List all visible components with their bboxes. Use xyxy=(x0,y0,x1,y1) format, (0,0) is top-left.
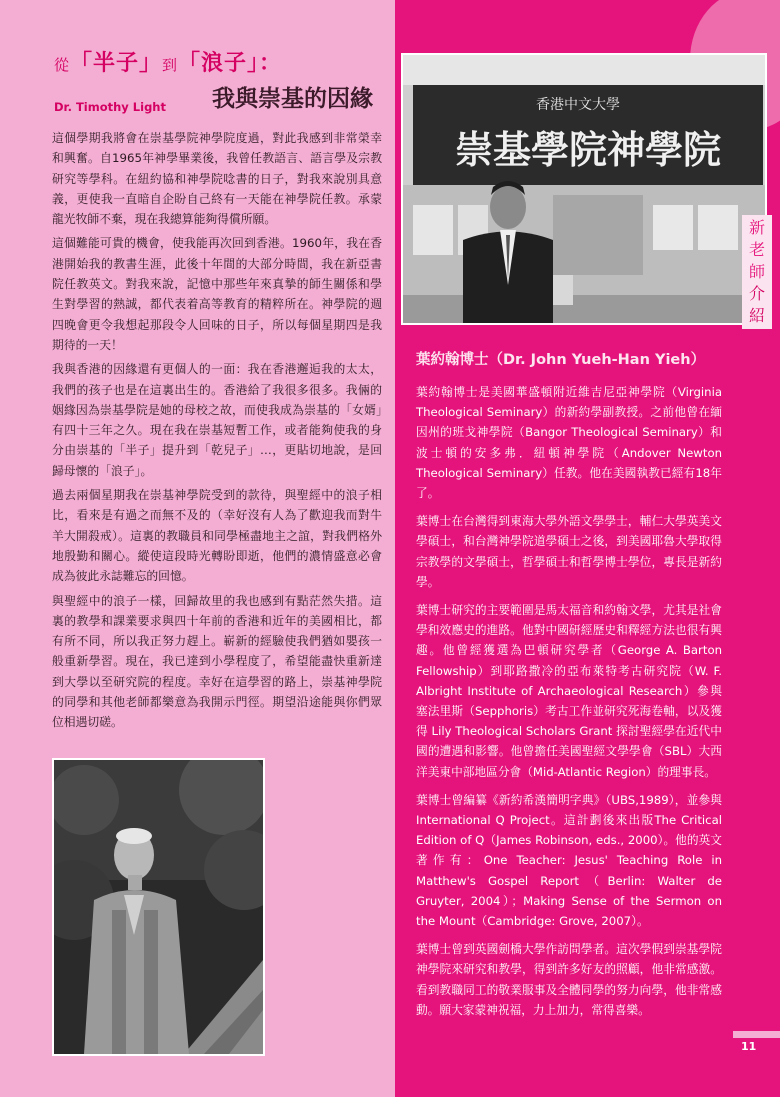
title-part1-small: 從 xyxy=(54,56,71,74)
article-title xyxy=(54,46,282,77)
title-part2-main: 「浪子」： xyxy=(178,51,283,76)
paragraph: 這個難能可貴的機會，使我能再次回到香港。1960年，我在香港開始我的教書生涯，此後十年間的大部分時間，我在新亞書院任教英文。對我來說，記憶中那些年來真摯的師生關係和學生對學習的熱誠，都代表着高等教育的精粹所在。神學院的週四晚會更令我想起那段令人回味的日子，所以每個星期四是我期待的一天！ xyxy=(52,236,382,352)
title-part2-small: 到 xyxy=(162,56,179,74)
photo-timothy-light-image xyxy=(54,760,263,1054)
side-tag-char: 紹 xyxy=(748,306,765,325)
sign-school-big: 崇基學院神學院 xyxy=(454,127,722,172)
paragraph: 過去兩個星期我在崇基神學院受到的款待，與聖經中的浪子相比，看來是有過之而無不及的（幸好沒有人為了歡迎我而對牛羊大開殺戒）。這裏的教職員和同學極盡地主之誼，對我們格外地殷勤和關心。縱使這段時光轉盼即逝，他們的濃情盛意必會成為彼此永誌難忘的回憶。 xyxy=(52,488,382,584)
section-tag-new-faculty xyxy=(742,215,772,329)
photo-john-yieh-image xyxy=(403,55,765,323)
paragraph: 與聖經中的浪子一樣，回歸故里的我也感到有點茫然失措。這裏的教學和課業要求與四十年前的香港和近年的美國相比，都有所不同，所以我正努力趕上。嶄新的經驗使我們猶如嬰孩一般重新學習。現在，我已達到小學程度了，希望能盡快重新達到大學以至研究院的程度。幸好在這學習的路上，崇基神學院的同學和其他老師都樂意為我開示門徑。期望沿途能與你們眾位相遇切磋。 xyxy=(52,593,382,730)
photo-john-yieh xyxy=(401,53,767,325)
right-article-body xyxy=(416,382,722,1028)
paragraph: 我與香港的因緣還有更個人的一面：我在香港邂逅我的太太，我們的孩子也是在這裏出生的。香港給了我很多很多。我倆的姻緣因為崇基學院是她的母校之故，而使我成為崇基的「女婿」有四十三年之久。現在我在崇基短暫工作，或者能夠使我的身分由崇基的「半子」提升到「乾兒子」…，更貼切地說，是回歸母懷的「浪子」。 xyxy=(52,362,382,478)
page-number-bar xyxy=(733,1031,780,1038)
paragraph: 葉博士研究的主要範圍是馬太福音和約翰文學，尤其是社會學和效應史的進路。他對中國研經歷史和釋經方法也很有興趣。他曾經獲選為巴頓研究學者（George A. Barton Fellowship）到耶路撒冷的亞布萊特考古研究院（W. F. Albright Institute of Archaeological Research）參與塞法里斯（Sepphoris）考古工作並研究死海卷軸，以及獲得 Lily Theological Scholars Grant 探討聖經學在近代中國的遭遇和影響。他曾擔任美國聖經文學學會（SBL）大西洋美東中部地區分會（Mid-Atlantic Region）的理事長。 xyxy=(416,603,722,779)
page-number: 11 xyxy=(741,1040,757,1053)
paragraph: 葉博士曾到英國劍橋大學作訪問學者。這次學假到崇基學院神學院來研究和教學，得到許多好友的照顧，他非常感激。看到教職同工的敬業服事及全體同學的努力向學，他非常感動。願大家蒙神祝福，力上加力，常得喜樂。 xyxy=(416,942,722,1017)
paragraph: 這個學期我將會在崇基學院神學院度過，對此我感到非常榮幸和興奮。自1965年神學畢業後，我曾任教語言、語言學及宗教研究等學科。在紐約協和神學院唸書的日子，對我來說別具意義，更使我一直暗自企盼自己終有一天能在神學院任教。承蒙龍光牧師不棄，現在我總算能夠得償所願。 xyxy=(52,131,382,227)
title-part1-main: 「半子」 xyxy=(70,51,163,76)
paragraph: 葉約翰博士是美國華盛頓附近維吉尼亞神學院（Virginia Theological Seminary）的新約學副教授。之前他曾在緬因州的班戈神學院（Bangor Theological Seminary）和波士頓的安多弗．紐頓神學院（Andover Newton Theological Seminary）任教。他在美國執教已經有18年了。 xyxy=(416,385,722,501)
side-tag-char: 新 xyxy=(748,218,765,237)
author-name: Dr. Timothy Light xyxy=(54,100,166,114)
side-tag-char: 介 xyxy=(748,284,765,303)
paragraph: 葉博士在台灣得到東海大學外語文學學士，輔仁大學英美文學碩士，和台灣神學院道學碩士之後，到美國耶魯大學取得宗教學的文學碩士，哲學碩士和哲學博士學位，專長是新約學。 xyxy=(416,514,722,589)
profile-name: 葉約翰博士（Dr. John Yueh-Han Yieh） xyxy=(416,352,706,368)
left-article-body xyxy=(52,128,382,737)
side-tag-char: 老 xyxy=(748,240,765,259)
photo-timothy-light xyxy=(52,758,265,1056)
paragraph: 葉博士曾編纂《新約希漢簡明字典》（UBS,1989），並參與International Q Project。這計劃後來出版The Critical Edition of Q（James Robinson, eds., 2000）。他的英文著作有：One Teacher: Jesus' Teaching Role in Matthew's Gospel Report（Berlin: Walter de Gruyter, 2004）；Making Sense of the Sermon on the Mount（Cambridge: Grove, 2007）。 xyxy=(416,792,722,929)
sign-school-small: 香港中文大學 xyxy=(536,97,620,113)
article-subtitle: 我與崇基的因緣 xyxy=(212,86,373,112)
side-tag-char: 師 xyxy=(748,262,765,281)
